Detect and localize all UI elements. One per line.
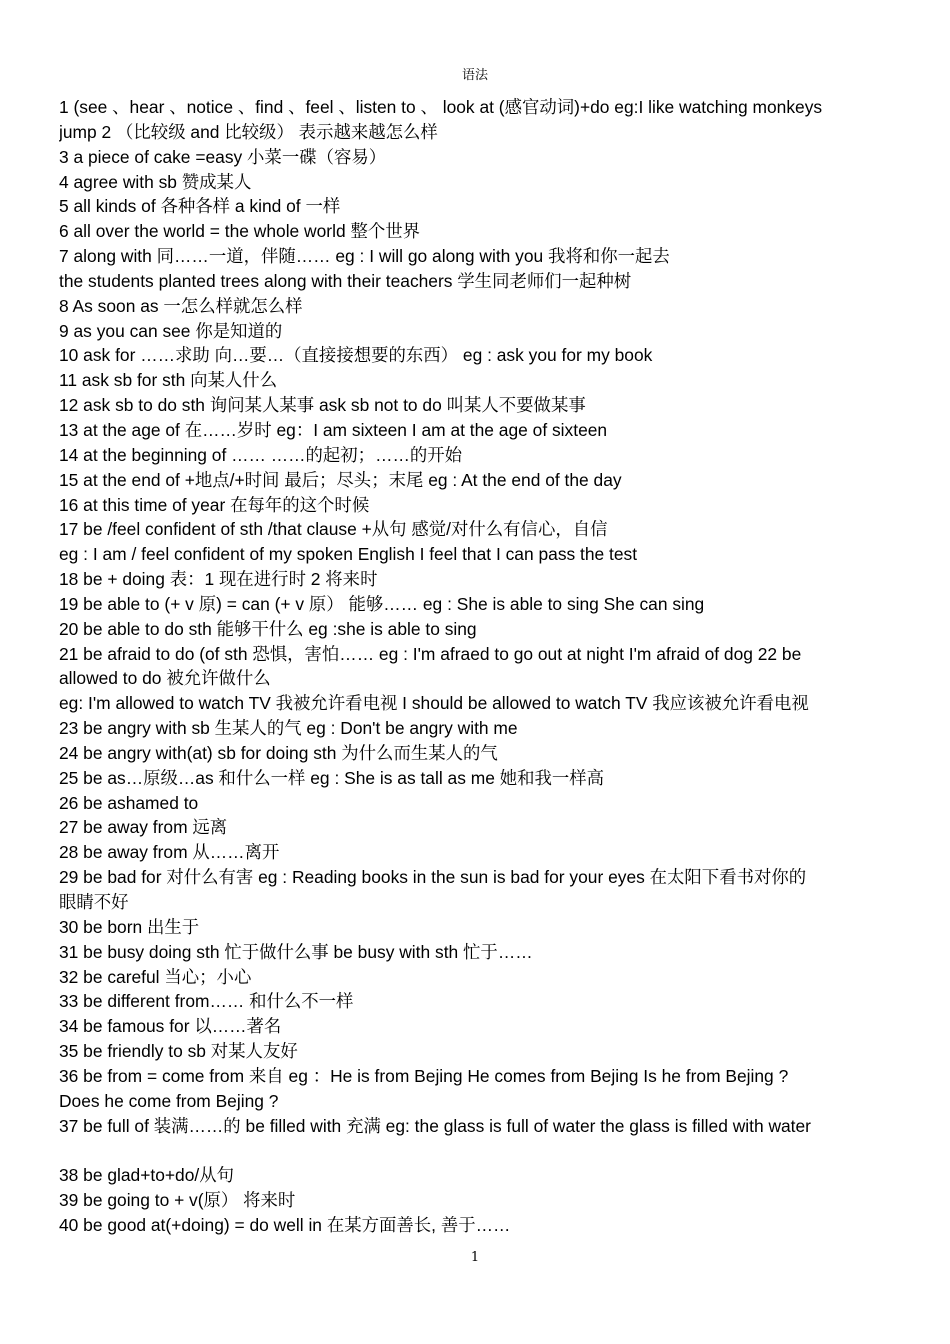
text-line: 3 a piece of cake =easy 小菜一碟（容易） — [59, 146, 387, 167]
text-line: 28 be away from 从……离开 — [59, 842, 280, 863]
text-line: 26 be ashamed to — [59, 792, 199, 813]
text-line: 36 be from = come from 来自 eg ：He is from Bejing He comes from Bejing Is he from Bejing ? — [59, 1065, 789, 1086]
text-line: 34 be famous for 以……著名 — [59, 1016, 282, 1037]
text-line: 23 be angry with sb 生某人的气 eg : Don't be angry with me — [59, 718, 518, 739]
text-line: 38 be glad+to+do/从句 — [59, 1165, 235, 1186]
text-line: 1 (see 、hear 、notice 、find 、feel 、listen to 、 look at (感官动词)+do eg:I like watching monkeys — [59, 97, 823, 117]
text-line: 9 as you can see 你是知道的 — [59, 320, 283, 341]
page-number: 1 — [470, 1250, 480, 1265]
text-line: 25 be as…原级…as 和什么一样 eg : She is as tall as me 她和我一样高 — [59, 767, 605, 788]
text-line: 27 be away from 远离 — [59, 817, 228, 838]
text-line: eg: I'm allowed to watch TV 我被允许看电视 I should be allowed to watch TV 我应该被允许看电视 — [59, 693, 809, 714]
text-line: 眼睛不好 — [59, 892, 129, 912]
text-line: 19 be able to (+ v 原) = can (+ v 原） 能够…… eg : She is able to sing She can sing — [59, 593, 705, 614]
text-line: 11 ask sb for sth 向某人什么 — [59, 370, 278, 391]
text-line: 12 ask sb to do sth 询问某人某事 ask sb not to do 叫某人不要做某事 — [59, 395, 586, 416]
text-line: 40 be good at(+doing) = do well in 在某方面善长, 善于…… — [59, 1214, 511, 1235]
text-line: allowed to do 被允许做什么 — [59, 668, 271, 689]
text-line: 33 be different from…… 和什么不一样 — [59, 991, 354, 1012]
text-line: 16 at this time of year 在每年的这个时候 — [59, 494, 370, 515]
text-line: 5 all kinds of 各种各样 a kind of 一样 — [59, 196, 341, 217]
text-line: 17 be /feel confident of sth /that clause +从句 感觉/对什么有信心，自信 — [59, 519, 608, 540]
text-line — [59, 1138, 894, 1163]
text-line: 18 be + doing 表：1 现在进行时 2 将来时 — [59, 569, 378, 590]
text-line: 10 ask for ……求助 向…要…（直接接想要的东西） eg : ask you for my book — [59, 345, 653, 366]
text-line: 32 be careful 当心；小心 — [59, 966, 252, 987]
page-header-title: 语法 — [461, 68, 488, 83]
text-line: the students planted trees along with their teachers 学生同老师们一起种树 — [59, 270, 632, 291]
text-line: 31 be busy doing sth 忙于做什么事 be busy with sth 忙于…… — [59, 941, 533, 962]
text-line: 6 all over the world = the whole world 整个世界 — [59, 221, 421, 242]
text-line: 30 be born 出生于 — [59, 916, 200, 937]
text-line: 37 be full of 装满……的 be filled with 充满 eg: the glass is full of water the glass is filled with water — [59, 1115, 811, 1136]
text-line: 14 at the beginning of …… ……的起初；……的开始 — [59, 444, 463, 465]
text-line: jump 2 （比较级 and 比较级） 表示越来越怎么样 — [59, 121, 438, 142]
text-line: 39 be going to + v(原） 将来时 — [59, 1190, 296, 1211]
text-line: 4 agree with sb 赞成某人 — [59, 171, 252, 192]
text-line: 24 be angry with(at) sb for doing sth 为什么而生某人的气 — [59, 742, 498, 763]
grammar-list — [59, 95, 894, 1238]
text-line: 20 be able to do sth 能够干什么 eg :she is able to sing — [59, 618, 477, 639]
text-line: 21 be afraid to do (of sth 恐惧，害怕…… eg : I'm afraed to go out at night I'm afraid of dog 22 be — [59, 643, 802, 664]
text-line: 7 along with 同……一道，伴随…… eg : I will go along with you 我将和你一起去 — [59, 246, 670, 267]
text-line: 15 at the end of +地点/+时间 最后；尽头；末尾 eg : At the end of the day — [59, 469, 622, 490]
text-line: 29 be bad for 对什么有害 eg : Reading books in the sun is bad for your eyes 在太阳下看书对你的 — [59, 867, 807, 888]
text-line: eg : I am / feel confident of my spoken English I feel that I can pass the test — [59, 544, 638, 565]
text-line: 8 As soon as 一怎么样就怎么样 — [59, 295, 303, 316]
text-line: 35 be friendly to sb 对某人友好 — [59, 1041, 298, 1062]
text-line: 13 at the age of 在……岁时 eg：I am sixteen I am at the age of sixteen — [59, 419, 608, 440]
text-line: Does he come from Bejing ? — [59, 1090, 279, 1111]
